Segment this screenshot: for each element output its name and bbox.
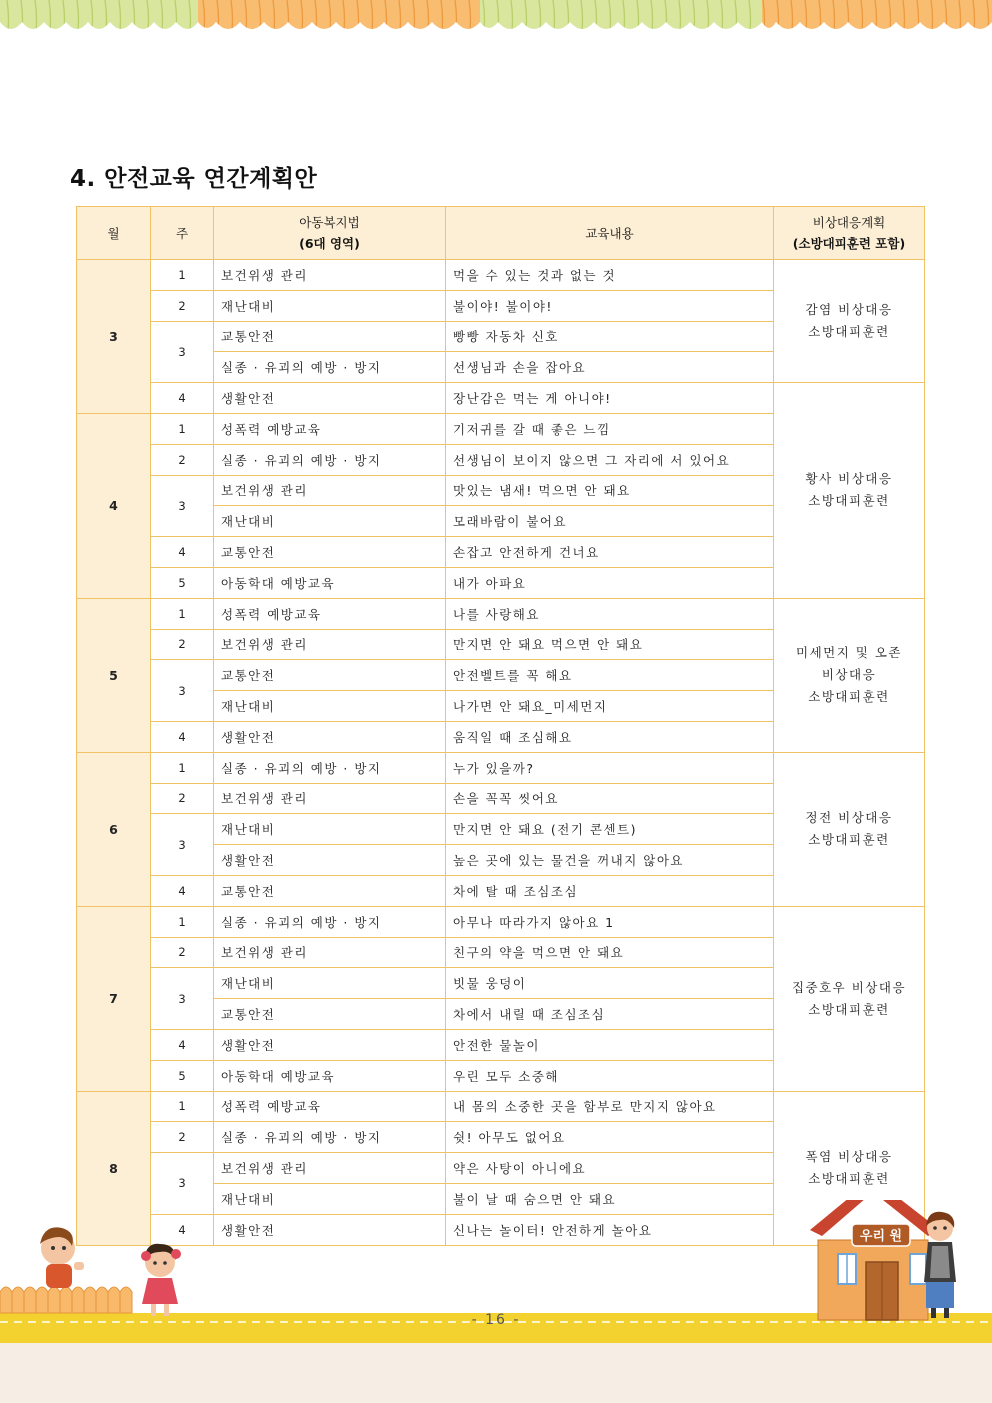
week-cell: 5 [151, 567, 214, 598]
area-cell: 성폭력 예방교육 [214, 598, 446, 629]
area-cell: 교통안전 [214, 660, 446, 691]
content-cell: 차에 탈 때 조심조심 [446, 875, 774, 906]
header-week: 주 [151, 207, 214, 260]
table-row [77, 752, 925, 783]
week-cell: 1 [151, 260, 214, 291]
week-cell: 3 [151, 660, 214, 722]
emergency-plan-cell [774, 260, 925, 383]
safety-education-plan-table [76, 206, 925, 1246]
header-month: 월 [77, 207, 151, 260]
area-cell: 교통안전 [214, 537, 446, 568]
content-cell: 내 몸의 소중한 곳을 함부로 만지지 않아요 [446, 1091, 774, 1122]
footer-band [0, 1342, 992, 1403]
table-row [77, 1091, 925, 1122]
content-cell: 불이 날 때 숨으면 안 돼요 [446, 1183, 774, 1214]
emergency-plan-line: 비상대응 [821, 667, 877, 683]
week-cell: 4 [151, 383, 214, 414]
emergency-plan-line: 미세먼지 및 오존 [796, 645, 902, 661]
header-plan [774, 207, 925, 260]
boy-character [40, 1227, 84, 1288]
content-cell: 만지면 안 돼요 먹으면 안 돼요 [446, 629, 774, 660]
week-cell: 3 [151, 321, 214, 383]
table-row [77, 598, 925, 629]
header-plan-line2: (소방대피훈련 포함) [792, 236, 906, 251]
week-cell: 5 [151, 1060, 214, 1091]
content-cell: 쉿! 아무도 없어요 [446, 1122, 774, 1153]
week-cell: 4 [151, 875, 214, 906]
content-cell: 장난감은 먹는 게 아니야! [446, 383, 774, 414]
bottom-illustration [0, 1200, 992, 1403]
content-cell: 선생님이 보이지 않으면 그 자리에 서 있어요 [446, 444, 774, 475]
area-cell: 실종 · 유괴의 예방 · 방지 [214, 906, 446, 937]
emergency-plan-line: 황사 비상대응 [805, 471, 893, 487]
week-cell: 3 [151, 1153, 214, 1215]
content-cell: 나를 사랑해요 [446, 598, 774, 629]
area-cell: 실종 · 유괴의 예방 · 방지 [214, 752, 446, 783]
week-cell: 2 [151, 290, 214, 321]
content-cell: 불이야! 불이야! [446, 290, 774, 321]
area-cell: 생활안전 [214, 1029, 446, 1060]
content-cell: 손잡고 안전하게 건너요 [446, 537, 774, 568]
emergency-plan-line: 소방대피훈련 [808, 493, 890, 509]
emergency-plan-line: 정전 비상대응 [805, 810, 893, 826]
area-cell: 재난대비 [214, 1183, 446, 1214]
content-cell: 먹을 수 있는 것과 없는 것 [446, 260, 774, 291]
week-cell: 4 [151, 721, 214, 752]
area-cell: 생활안전 [214, 845, 446, 876]
area-cell: 재난대비 [214, 968, 446, 999]
emergency-plan-line: 집중호우 비상대응 [791, 979, 907, 995]
area-cell: 아동학대 예방교육 [214, 567, 446, 598]
content-cell: 신나는 놀이터! 안전하게 놀아요 [446, 1214, 774, 1245]
area-cell: 재난대비 [214, 814, 446, 845]
content-cell: 안전한 물놀이 [446, 1029, 774, 1060]
content-cell: 우린 모두 소중해 [446, 1060, 774, 1091]
table-row [77, 906, 925, 937]
area-cell: 재난대비 [214, 506, 446, 537]
emergency-plan-line: 소방대피훈련 [808, 832, 890, 848]
week-cell: 2 [151, 444, 214, 475]
week-cell: 2 [151, 629, 214, 660]
week-cell: 3 [151, 968, 214, 1030]
emergency-plan-cell [774, 383, 925, 599]
building-sign: 우리 원 [859, 1229, 903, 1244]
content-cell: 차에서 내릴 때 조심조심 [446, 999, 774, 1030]
table-row [77, 260, 925, 291]
content-cell: 손을 꼭꼭 씻어요 [446, 783, 774, 814]
girl-character [141, 1244, 181, 1316]
week-cell: 1 [151, 413, 214, 444]
week-cell: 4 [151, 1029, 214, 1060]
content-cell: 안전벨트를 꼭 해요 [446, 660, 774, 691]
area-cell: 교통안전 [214, 999, 446, 1030]
emergency-plan-line: 소방대피훈련 [808, 1171, 890, 1186]
top-decorative-banner [0, 0, 992, 38]
emergency-plan-line: 소방대피훈련 [808, 1001, 890, 1017]
week-cell: 1 [151, 598, 214, 629]
content-cell: 아무나 따라가지 않아요 1 [446, 906, 774, 937]
week-cell: 2 [151, 1122, 214, 1153]
teacher-character [924, 1212, 956, 1318]
content-cell: 내가 아파요 [446, 567, 774, 598]
area-cell: 보건위생 관리 [214, 475, 446, 506]
area-cell: 교통안전 [214, 875, 446, 906]
week-cell: 3 [151, 475, 214, 537]
page-number: - 16 - [471, 1312, 521, 1328]
area-cell: 아동학대 예방교육 [214, 1060, 446, 1091]
content-cell: 선생님과 손을 잡아요 [446, 352, 774, 383]
area-cell: 보건위생 관리 [214, 260, 446, 291]
week-cell: 3 [151, 814, 214, 876]
area-cell: 교통안전 [214, 321, 446, 352]
emergency-plan-cell [774, 906, 925, 1091]
emergency-plan-line: 감염 비상대응 [805, 302, 893, 318]
content-cell: 친구의 약을 먹으면 안 돼요 [446, 937, 774, 968]
header-content: 교육내용 [446, 207, 774, 260]
area-cell: 성폭력 예방교육 [214, 413, 446, 444]
month-cell: 5 [77, 598, 151, 752]
content-cell: 움직일 때 조심해요 [446, 721, 774, 752]
content-cell: 맛있는 냄새! 먹으면 안 돼요 [446, 475, 774, 506]
week-cell: 1 [151, 752, 214, 783]
table-header-row [77, 207, 925, 260]
week-cell: 4 [151, 537, 214, 568]
area-cell: 성폭력 예방교육 [214, 1091, 446, 1122]
emergency-plan-cell [774, 598, 925, 752]
header-plan-line1: 비상대응계획 [812, 215, 886, 230]
area-cell: 재난대비 [214, 691, 446, 722]
area-cell: 실종 · 유괴의 예방 · 방지 [214, 444, 446, 475]
table-row [77, 383, 925, 414]
content-cell: 나가면 안 돼요_미세먼지 [446, 691, 774, 722]
week-cell: 4 [151, 1214, 214, 1245]
month-cell: 3 [77, 260, 151, 414]
area-cell: 보건위생 관리 [214, 783, 446, 814]
content-cell: 빵빵 자동차 신호 [446, 321, 774, 352]
area-cell: 실종 · 유괴의 예방 · 방지 [214, 1122, 446, 1153]
content-cell: 높은 곳에 있는 물건을 꺼내지 않아요 [446, 845, 774, 876]
area-cell: 보건위생 관리 [214, 629, 446, 660]
page-heading: 4. 안전교육 연간계획안 [70, 166, 318, 192]
fence-left [0, 1287, 132, 1313]
month-cell: 8 [77, 1091, 151, 1245]
area-cell: 재난대비 [214, 290, 446, 321]
month-cell: 6 [77, 752, 151, 906]
content-cell: 만지면 안 돼요 (전기 콘센트) [446, 814, 774, 845]
emergency-plan-line: 소방대피훈련 [808, 689, 890, 705]
area-cell: 보건위생 관리 [214, 937, 446, 968]
content-cell: 모래바람이 불어요 [446, 506, 774, 537]
area-cell: 생활안전 [214, 721, 446, 752]
week-cell: 2 [151, 937, 214, 968]
week-cell: 1 [151, 1091, 214, 1122]
header-law-area [214, 207, 446, 260]
emergency-plan-line: 소방대피훈련 [808, 324, 890, 340]
content-cell: 기저귀를 갈 때 좋은 느낌 [446, 413, 774, 444]
header-law-line1: 아동복지법 [299, 215, 360, 230]
area-cell: 실종 · 유괴의 예방 · 방지 [214, 352, 446, 383]
emergency-plan-line: 폭염 비상대응 [805, 1149, 893, 1164]
emergency-plan-cell [774, 752, 925, 906]
area-cell: 생활안전 [214, 1214, 446, 1245]
content-cell: 약은 사탕이 아니에요 [446, 1153, 774, 1184]
table-body [77, 260, 925, 1246]
content-cell: 누가 있을까? [446, 752, 774, 783]
header-law-line2: (6대 영역) [299, 236, 360, 251]
month-cell: 7 [77, 906, 151, 1091]
kindergarten-building [810, 1200, 940, 1320]
content-cell: 빗물 웅덩이 [446, 968, 774, 999]
area-cell: 보건위생 관리 [214, 1153, 446, 1184]
month-cell: 4 [77, 413, 151, 598]
week-cell: 1 [151, 906, 214, 937]
week-cell: 2 [151, 783, 214, 814]
area-cell: 생활안전 [214, 383, 446, 414]
